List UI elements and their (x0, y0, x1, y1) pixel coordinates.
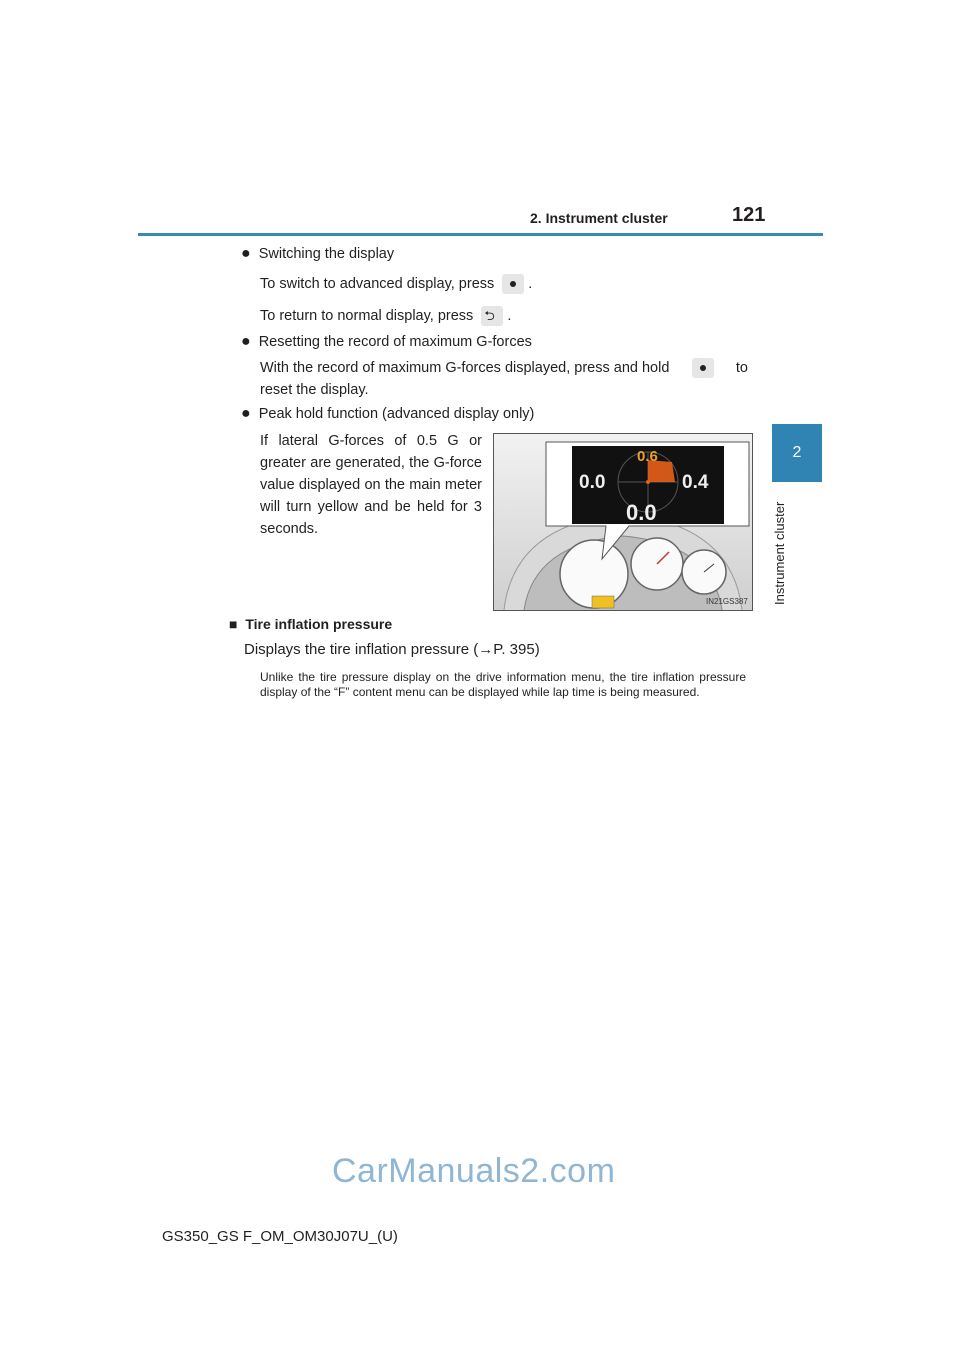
peak-hold-body: If lateral G-forces of 0.5 G or greater are generated, the G-force value displayed on the main meter will turn yellow and be held for 3 seconds. (260, 433, 482, 537)
g-force-right-value: 0.4 (682, 472, 709, 493)
illustration-code: IN21GS387 (706, 597, 748, 606)
bullet-switching (241, 244, 394, 264)
bullet-peak-hold (241, 404, 534, 424)
resetting-line1-end: to (735, 360, 748, 376)
g-force-top-value: 0.6 (637, 448, 658, 465)
switching-title: Switching the display (258, 246, 395, 262)
switching-line1-text: To switch to advanced display, press (260, 276, 495, 292)
switching-line1-end: . (528, 276, 533, 292)
resetting-line2: reset the display. (260, 382, 369, 398)
switching-line2-end: . (507, 308, 512, 324)
bullet-icon: ● (241, 333, 251, 350)
page-reference-link[interactable]: P. 395) (493, 641, 540, 658)
header-section-title: 2. Instrument cluster (530, 210, 668, 226)
tire-body-text: Displays the tire inflation pressure ( (244, 641, 479, 658)
bullet-icon: ● (241, 405, 251, 422)
tire-title: Tire inflation pressure (245, 616, 393, 632)
g-force-figure (494, 434, 752, 610)
dot-button-icon (692, 358, 714, 378)
switching-line2 (260, 306, 511, 326)
section-marker: ■ (229, 616, 238, 632)
resetting-title: Resetting the record of maximum G-forces (258, 334, 532, 350)
highlight-indicator (592, 596, 614, 608)
peak-hold-title: Peak hold function (advanced display only) (258, 406, 535, 422)
tire-note: Unlike the tire pressure display on the drive information menu, the tire inflation pressure display of the “F” content menu can be displayed while lap time is being measured. (260, 670, 746, 699)
chapter-label: Instrument cluster (772, 501, 787, 605)
back-button-icon: ⮌ (481, 306, 503, 326)
watermark: CarManuals2.com (332, 1152, 616, 1190)
chapter-number: 2 (792, 444, 802, 461)
resetting-line1-text: With the record of maximum G-forces displayed, press and hold (260, 360, 670, 376)
switching-line2-text: To return to normal display, press (260, 308, 474, 324)
g-force-bottom-value: 0.0 (626, 500, 657, 525)
switching-line1 (260, 274, 532, 294)
bullet-icon: ● (241, 245, 251, 262)
g-force-left-value: 0.0 (579, 472, 606, 493)
document-id: GS350_GS F_OM_OM30J07U_(U) (162, 1228, 398, 1245)
chapter-side-label (768, 495, 788, 610)
page-number: 121 (732, 204, 766, 226)
resetting-line1 (260, 358, 748, 378)
ref-arrow-icon: → (478, 641, 494, 658)
chapter-tab[interactable] (772, 424, 822, 482)
bullet-resetting (241, 332, 532, 352)
g-force-illustration (493, 433, 753, 611)
tire-section-title (229, 616, 392, 632)
tire-body (244, 640, 540, 660)
header-rule (138, 233, 823, 236)
dot-button-icon (502, 274, 524, 294)
